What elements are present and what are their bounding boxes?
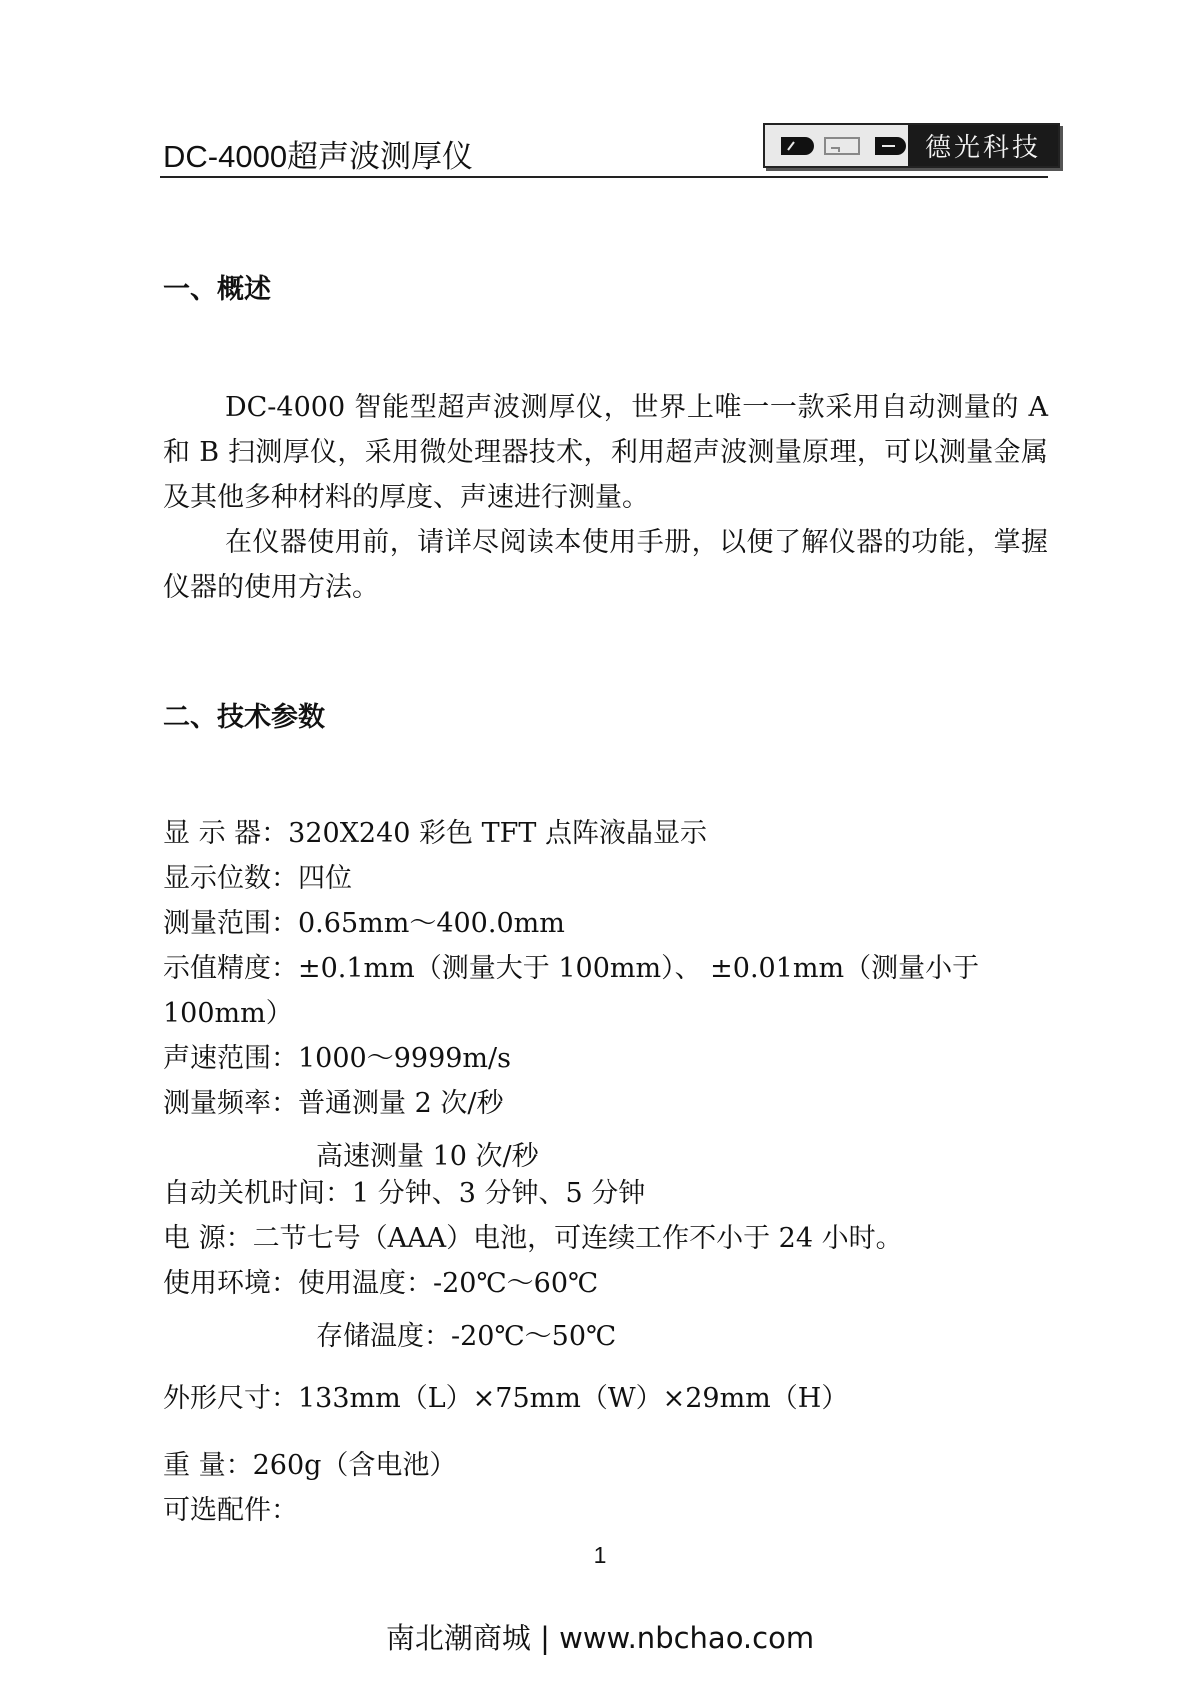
spec-environment: 使用环境：使用温度：-20℃～60℃	[163, 1268, 599, 1299]
spec-weight: 重 量：260g（含电池）	[163, 1450, 457, 1481]
spec-velocity: 声速范围：1000～9999m/s	[163, 1043, 511, 1074]
overview-paragraph: 在仪器使用前，请详尽阅读本使用手册，以便了解仪器的功能，掌握仪器的使用方法。	[163, 527, 1048, 603]
spec-auto-off: 自动关机时间：1 分钟、3 分钟、5 分钟	[163, 1178, 646, 1209]
logo-text: 德光科技	[908, 125, 1058, 166]
dgd-logo-icon	[779, 136, 909, 156]
spec-frequency: 测量频率：普通测量 2 次/秒	[163, 1088, 504, 1119]
header-divider	[160, 176, 1048, 178]
document-title: DC-4000超声波测厚仪	[163, 139, 474, 174]
overview-paragraph: DC-4000 智能型超声波测厚仪，世界上唯一一款采用自动测量的 A 和 B 扫测厚仪，采用微处理器技术，利用超声波测量原理，可以测量金属及其他多种材料的厚度、声速进行测量。	[163, 392, 1048, 513]
spec-frequency-high: 高速测量 10 次/秒	[316, 1141, 539, 1172]
spec-digits: 显示位数：四位	[163, 863, 352, 894]
page-number: 1	[593, 1542, 607, 1568]
spec-display: 显 示 器：320X240 彩色 TFT 点阵液晶显示	[163, 818, 707, 849]
company-logo	[763, 123, 1060, 168]
section-heading-overview: 一、概述	[163, 274, 271, 305]
footer-watermark: 南北潮商城 | www.nbchao.com	[385, 1621, 815, 1655]
spec-accessories: 可选配件：	[163, 1495, 298, 1526]
spec-accuracy: 示值精度：±0.1mm（测量大于 100mm）、 ±0.01mm（测量小于 100mm）	[163, 953, 980, 1029]
section-heading-specs: 二、技术参数	[163, 702, 325, 733]
spec-dimensions: 外形尺寸：133mm（L）×75mm（W）×29mm（H）	[163, 1383, 849, 1414]
spec-range: 测量范围：0.65mm～400.0mm	[163, 908, 565, 939]
spec-storage-temperature: 存储温度：-20℃～50℃	[316, 1321, 617, 1352]
spec-power: 电 源：二节七号（AAA）电池，可连续工作不小于 24 小时。	[163, 1223, 903, 1254]
overview-body	[163, 385, 1048, 610]
